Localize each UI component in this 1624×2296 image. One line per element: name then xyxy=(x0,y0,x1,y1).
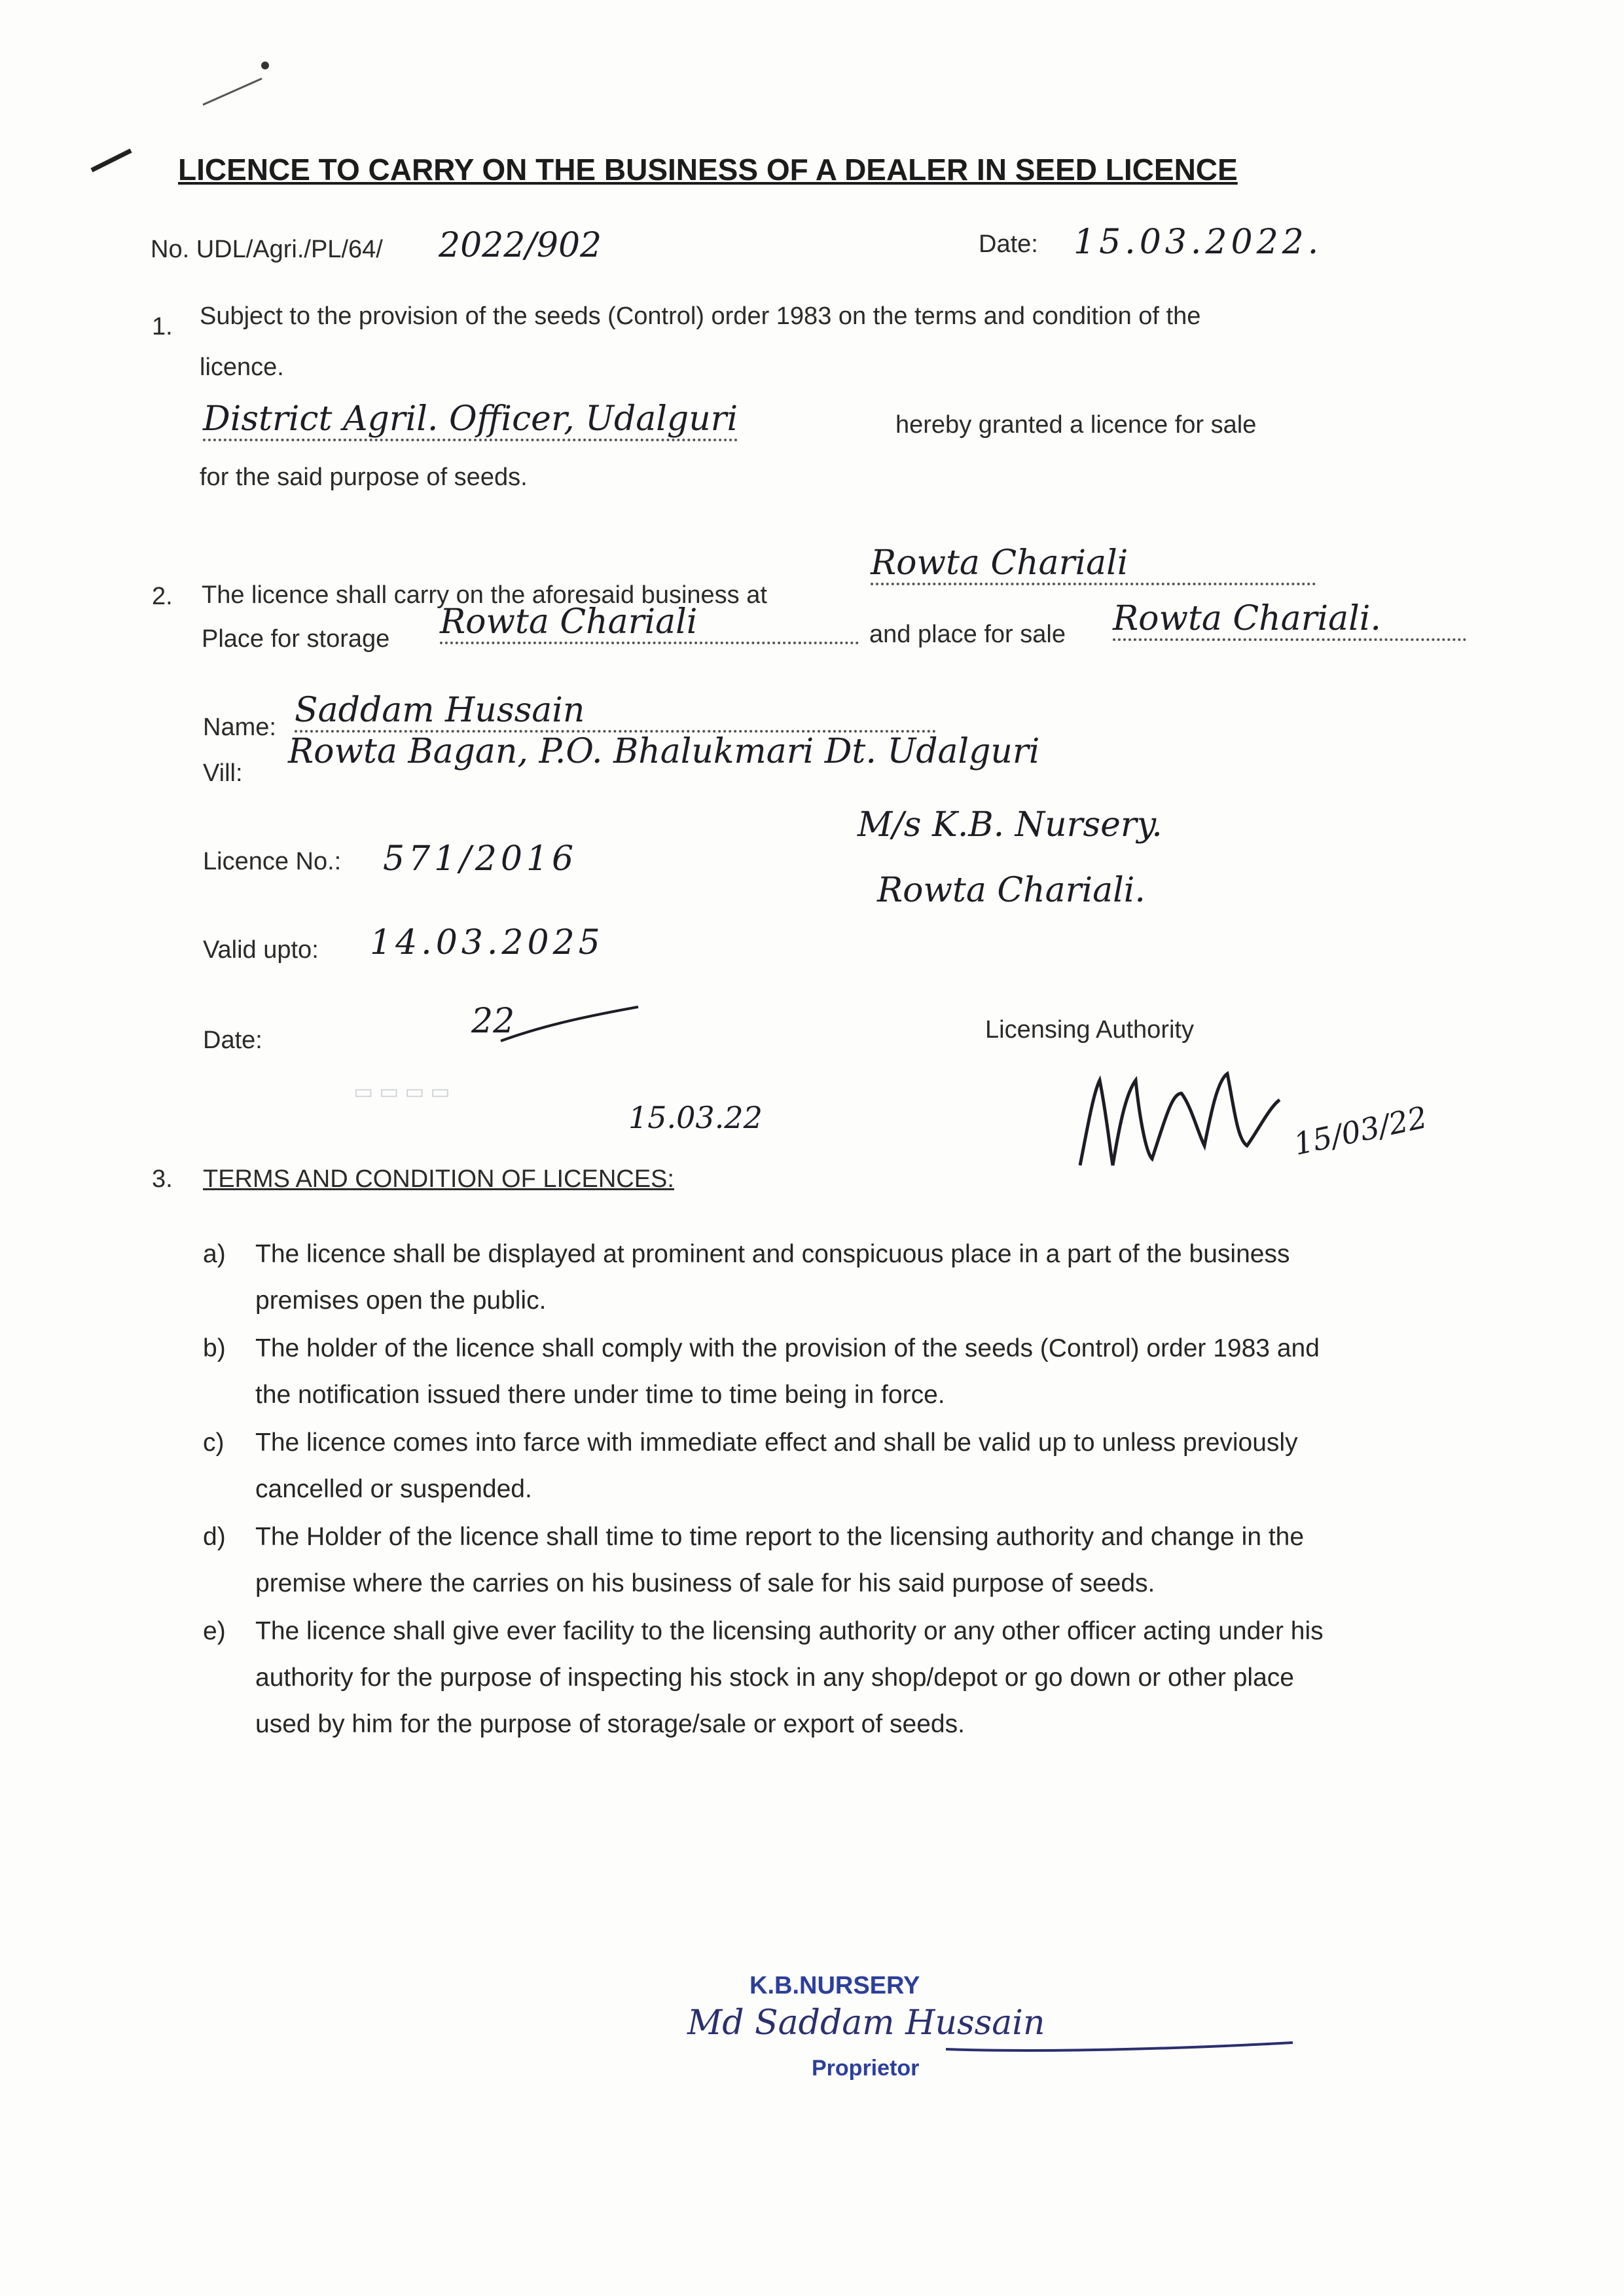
section1-line2: licence. xyxy=(200,354,284,381)
name-value: Saddam Hussain xyxy=(295,691,936,733)
name-label: Name: xyxy=(203,714,276,741)
vill-value: Rowta Bagan, P.O. Bhalukmari Dt. Udalguri xyxy=(288,732,1040,771)
term-letter: a) xyxy=(203,1240,226,1268)
section1-line4: for the said purpose of seeds. xyxy=(200,464,528,491)
business-value: Rowta Chariali xyxy=(871,543,1316,585)
initial-stroke-icon xyxy=(497,1002,641,1048)
term-text: The Holder of the licence shall time to time report to the licensing authority and change in the premise where the carries on his business of sale for his said purpose of seeds. xyxy=(255,1523,1305,1597)
sale-label: and place for sale xyxy=(869,621,1066,648)
licensing-authority-label: Licensing Authority xyxy=(985,1016,1194,1044)
valid-upto-value: 14.03.2025 xyxy=(370,923,604,962)
issue-date-value: 15.03.2022. xyxy=(1074,223,1323,262)
signature-underline-icon xyxy=(943,2023,1296,2062)
term-letter: b) xyxy=(203,1334,226,1362)
sale-value: Rowta Chariali. xyxy=(1113,599,1466,641)
section3-number: 3. xyxy=(152,1165,173,1193)
initial-mark: 22 xyxy=(471,1002,515,1041)
term-letter: e) xyxy=(203,1617,226,1645)
authority-signature-icon xyxy=(1074,1054,1283,1185)
proprietor-signature: Md Saddam Hussain xyxy=(687,2003,1045,2043)
terms-heading: TERMS AND CONDITION OF LICENCES: xyxy=(203,1165,674,1193)
issue-date-label: Date: xyxy=(979,230,1038,258)
firm-name-line2: Rowta Chariali. xyxy=(877,871,1146,910)
term-letter: d) xyxy=(203,1523,226,1551)
term-item xyxy=(203,1419,1329,1512)
licence-number-value: 2022/902 xyxy=(439,226,602,265)
term-text: The licence shall be displayed at prominent and conspicuous place in a part of the business premises open the public. xyxy=(255,1240,1290,1315)
licence-number-label: No. UDL/Agri./PL/64/ xyxy=(151,236,383,263)
licence-no-value: 571/2016 xyxy=(383,839,578,879)
business-label: The licence shall carry on the aforesaid business at xyxy=(202,581,767,609)
valid-upto-label: Valid upto: xyxy=(203,936,319,964)
licence-no-label: Licence No.: xyxy=(203,848,342,875)
section1-number: 1. xyxy=(152,313,173,340)
firm-name-line1: M/s K.B. Nursery. xyxy=(857,805,1163,845)
proprietor-firm-stamp: K.B.NURSERY xyxy=(749,1972,920,1999)
date-handwritten: 15.03.22 xyxy=(628,1100,763,1135)
section1-line1: Subject to the provision of the seeds (Control) order 1983 on the terms and condition of the xyxy=(200,302,1201,330)
term-text: The licence comes into farce with immediate effect and shall be valid up to unless previously cancelled or suspended. xyxy=(255,1429,1298,1503)
term-item xyxy=(203,1608,1329,1747)
terms-list xyxy=(203,1231,1329,1749)
stray-pen-mark-icon xyxy=(85,39,295,183)
date-label: Date: xyxy=(203,1027,262,1054)
grant-text: hereby granted a licence for sale xyxy=(895,411,1257,439)
storage-value: Rowta Chariali xyxy=(440,602,859,644)
faint-office-stamp: ▭ ▭ ▭ ▭ xyxy=(353,1080,450,1103)
term-letter: c) xyxy=(203,1429,225,1457)
term-item xyxy=(203,1325,1329,1418)
storage-label: Place for storage xyxy=(202,625,390,653)
term-text: The licence shall give ever facility to the licensing authority or any other officer acting under his authority for the purpose of inspecting his stock in any shop/depot or go down or other place used by him for the purpose of storage/sale or export of seeds. xyxy=(255,1617,1324,1738)
vill-label: Vill: xyxy=(203,759,243,787)
document-title: LICENCE TO CARRY ON THE BUSINESS OF A DEALER IN SEED LICENCE xyxy=(178,153,1238,187)
section2-number: 2. xyxy=(152,583,173,610)
term-item xyxy=(203,1231,1329,1324)
proprietor-role-stamp: Proprietor xyxy=(812,2056,920,2081)
term-text: The holder of the licence shall comply with the provision of the seeds (Control) order 1983 and the notification issued there under time to time being in force. xyxy=(255,1334,1320,1409)
term-item xyxy=(203,1514,1329,1607)
authority-date: 15/03/22 xyxy=(1290,1099,1430,1162)
grantor-handwritten: District Agril. Officer, Udalguri xyxy=(203,399,738,441)
